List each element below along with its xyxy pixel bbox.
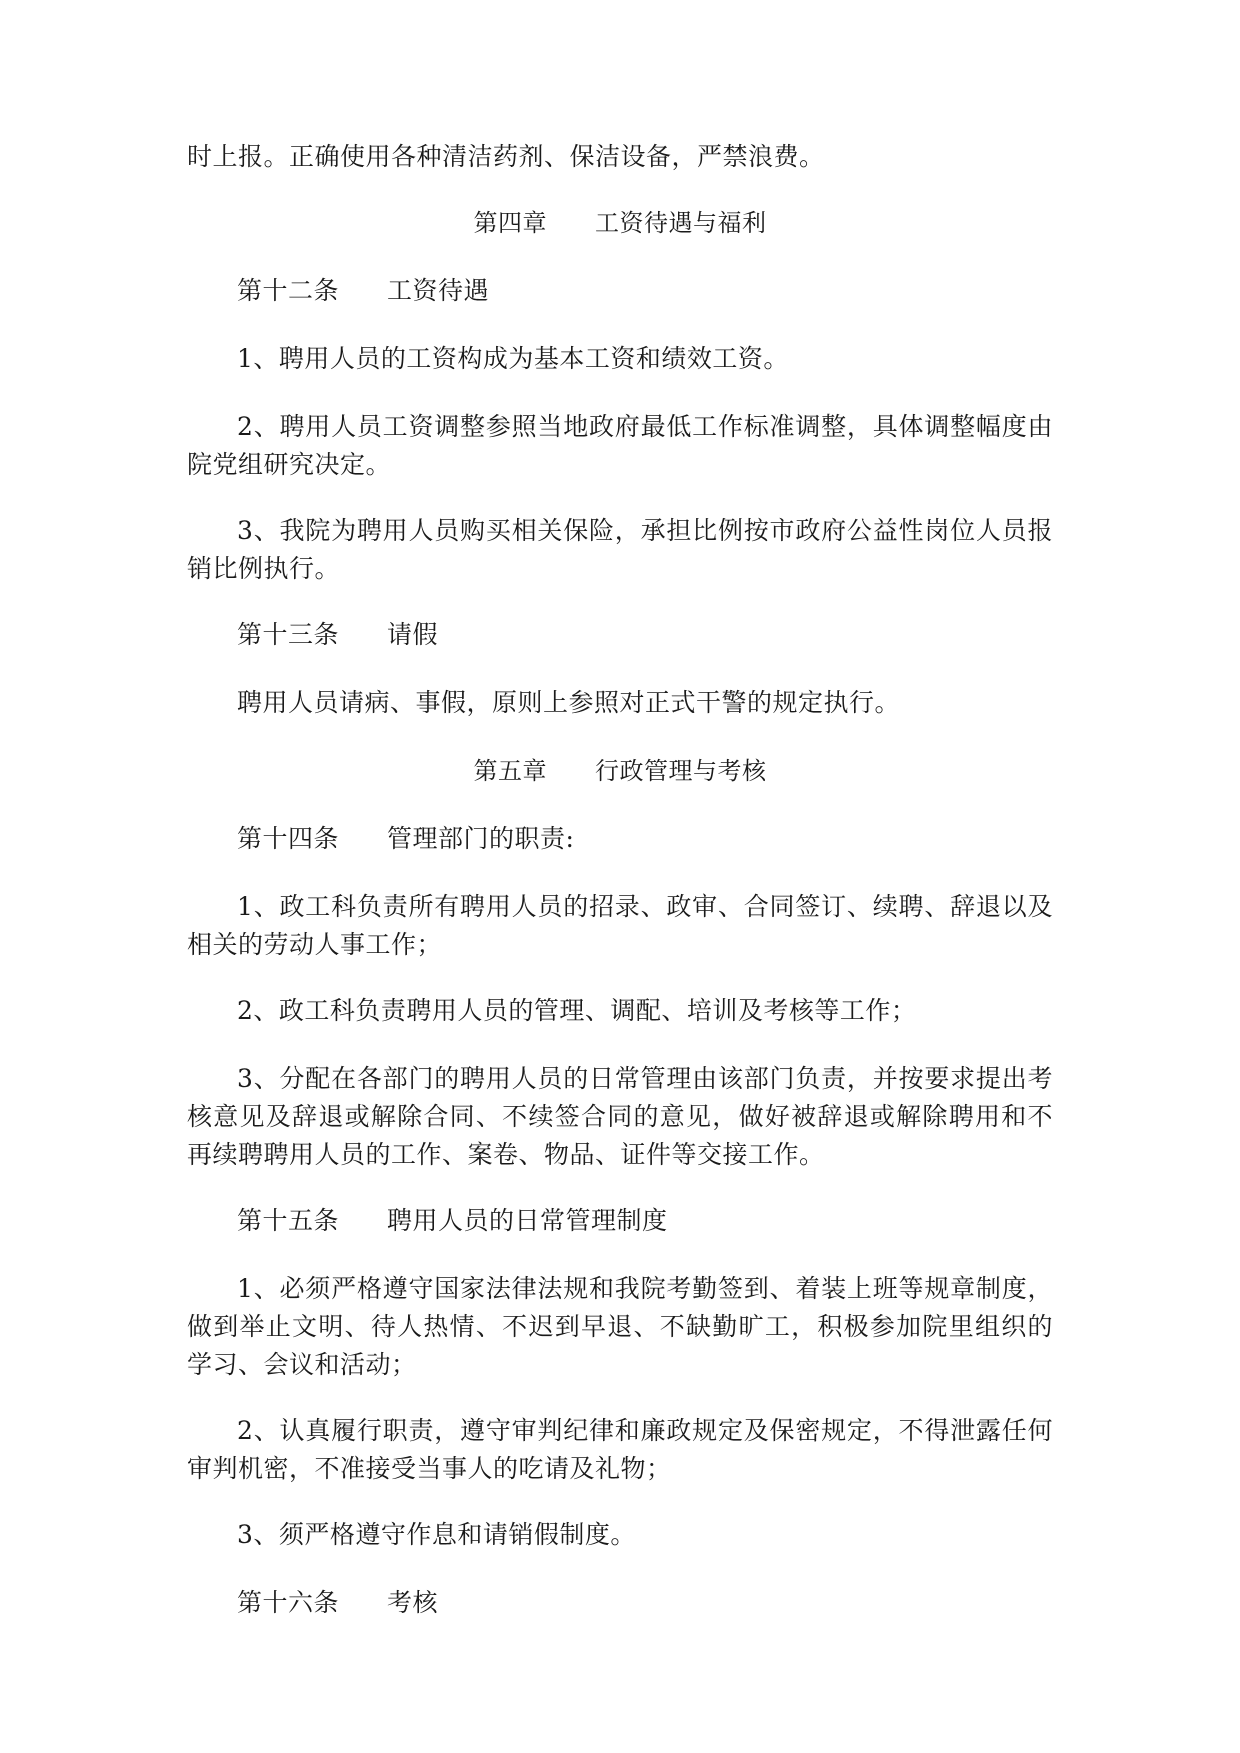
article-title: 管理部门的职责: <box>387 824 575 853</box>
article-13-heading <box>187 616 1053 654</box>
article-16-heading <box>187 1584 1053 1622</box>
article-14-item-3: 3、分配在各部门的聘用人员的日常管理由该部门负责，并按要求提出考核意见及辞退或解除合同、不续签合同的意见，做好被辞退或解除聘用和不再续聘聘用人员的工作、案卷、物品、证件等交接工作。 <box>187 1064 1053 1169</box>
article-12-item-3: 3、我院为聘用人员购买相关保险，承担比例按市政府公益性岗位人员报销比例执行。 <box>187 516 1053 583</box>
article-15-item-3: 3、须严格遵守作息和请销假制度。 <box>237 1520 636 1549</box>
chapter-four-heading <box>187 204 1053 242</box>
article-number: 第十二条 <box>237 276 340 305</box>
article-14-item-2: 2、政工科负责聘用人员的管理、调配、培训及考核等工作； <box>237 996 917 1025</box>
article-title: 工资待遇 <box>387 276 490 305</box>
chapter-title: 工资待遇与福利 <box>595 209 767 237</box>
article-14-heading <box>187 820 1053 858</box>
article-number: 第十三条 <box>237 620 340 649</box>
article-number: 第十六条 <box>237 1588 340 1617</box>
article-14-item-1: 1、政工科负责所有聘用人员的招录、政审、合同签订、续聘、辞退以及相关的劳动人事工作； <box>187 892 1053 959</box>
document-page <box>187 138 1053 1622</box>
article-12-heading <box>187 272 1053 310</box>
article-12-item-1: 1、聘用人员的工资构成为基本工资和绩效工资。 <box>237 344 789 373</box>
chapter-number: 第五章 <box>473 757 547 785</box>
article-title: 考核 <box>387 1588 439 1617</box>
article-15-heading <box>187 1202 1053 1240</box>
article-13-body: 聘用人员请病、事假，原则上参照对正式干警的规定执行。 <box>237 688 901 717</box>
article-12-item-2: 2、聘用人员工资调整参照当地政府最低工作标准调整，具体调整幅度由院党组研究决定。 <box>187 412 1053 479</box>
chapter-title: 行政管理与考核 <box>595 757 767 785</box>
chapter-number: 第四章 <box>473 209 547 237</box>
article-15-item-2: 2、认真履行职责，遵守审判纪律和廉政规定及保密规定，不得泄露任何审判机密，不准接受当事人的吃请及礼物； <box>187 1416 1053 1483</box>
article-title: 聘用人员的日常管理制度 <box>387 1206 668 1235</box>
chapter-five-heading <box>187 752 1053 790</box>
article-title: 请假 <box>387 620 439 649</box>
article-number: 第十五条 <box>237 1206 340 1235</box>
article-15-item-1: 1、必须严格遵守国家法律法规和我院考勤签到、着装上班等规章制度，做到举止文明、待人热情、不迟到早退、不缺勤旷工，积极参加院里组织的学习、会议和活动； <box>187 1274 1053 1379</box>
article-number: 第十四条 <box>237 824 340 853</box>
paragraph-continuation: 时上报。正确使用各种清洁药剂、保洁设备，严禁浪费。 <box>187 142 825 171</box>
